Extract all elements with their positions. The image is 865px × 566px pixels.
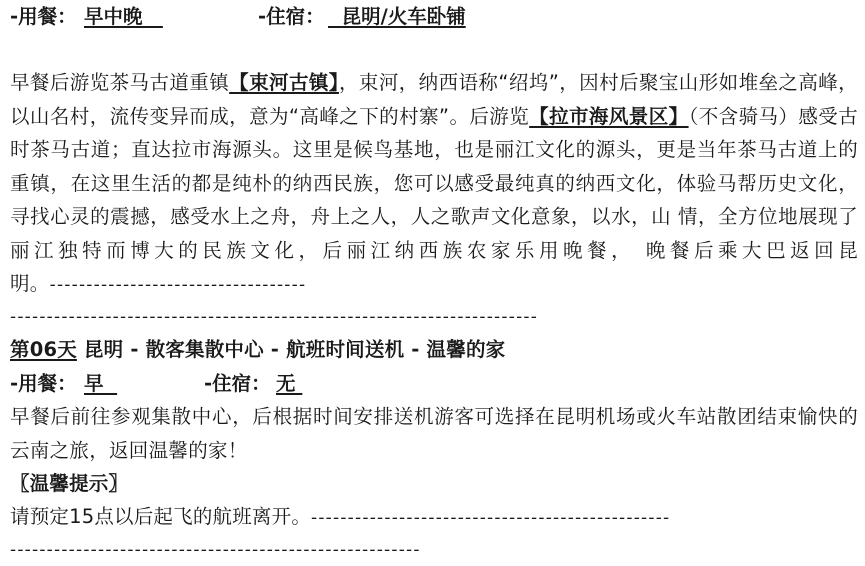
day6-meal-value xyxy=(84,368,117,400)
day6-number: 第06天 xyxy=(10,338,77,361)
tip-text: 请预定15点以后起飞的航班离开。 xyxy=(10,505,312,528)
day5-text-c: （不含骑马）感受古时茶马古道；直达拉市海源头。这里是候鸟基地，也是丽江文化的源头，更是当年茶马古道上的重镇，在这里生活的都是纯朴的纳西民族，您可以感受最纯真的纳西文化，体验马帮历史文化，寻找心灵的震撼，感受水上之舟，舟上之人，人之歌声文化意象，以水，山 情，全方位地展现了丽江独特而博大的民族文化，后丽江纳西族农家乐用晚餐， 晚餐后乘大巴返回昆明。 xyxy=(10,104,859,295)
day5-dash-tail: ----------------------------------- xyxy=(49,275,307,295)
itinerary-document xyxy=(10,0,858,565)
day6-meal-label: -用餐： xyxy=(10,372,77,395)
day5-stay-value xyxy=(328,0,466,35)
day6-route: 昆明 - 散客集散中心 - 航班时间送机 - 温馨的家 xyxy=(76,338,506,361)
day6-title xyxy=(10,332,858,368)
day5-stay-label: -住宿： xyxy=(258,5,325,28)
tip-line xyxy=(10,500,858,535)
shuhe-town-highlight: 【束河古镇】 xyxy=(229,71,339,94)
tip-title: 〖温馨提示〗 xyxy=(10,472,129,495)
day5-meal-value-text: 早中晚 xyxy=(84,5,143,28)
tip-dash-line: -------------------------------------------------------- xyxy=(10,540,421,560)
day5-stay-value-text: 昆明/火车卧铺 xyxy=(341,5,466,28)
day5-text-a: 早餐后游览茶马古道重镇 xyxy=(10,71,230,94)
day6-meal-value-text: 早 xyxy=(84,372,104,395)
day6-stay-value-text: 无 xyxy=(276,372,296,395)
day6-meta-row xyxy=(10,368,858,400)
day6-stay-label: -住宿： xyxy=(204,372,271,395)
day5-meal-label: -用餐： xyxy=(10,5,77,28)
lashihai-highlight: 【拉市海风景区】 xyxy=(529,104,689,128)
day5-meal-value xyxy=(84,0,163,35)
day5-meta-row xyxy=(10,0,858,35)
day5-paragraph xyxy=(10,66,858,302)
tip-dash-tail: ------------------------------------------------- xyxy=(311,508,671,528)
day5-dash-line: ------------------------------------------------------------------------ xyxy=(10,307,539,327)
day6-paragraph: 早餐后前往参观集散中心，后根据时间安排送机游客可选择在昆明机场或火车站散团结束愉快的云南之旅，返回温馨的家！ xyxy=(10,405,858,462)
day5-text-b: ，束河，纳西语称“绍坞”，因村后聚宝山形如堆垒之高峰，以山名村，流传变异而成，意为“高峰之下的村寨”。后游览 xyxy=(10,71,858,128)
day6-stay-value xyxy=(276,368,302,400)
